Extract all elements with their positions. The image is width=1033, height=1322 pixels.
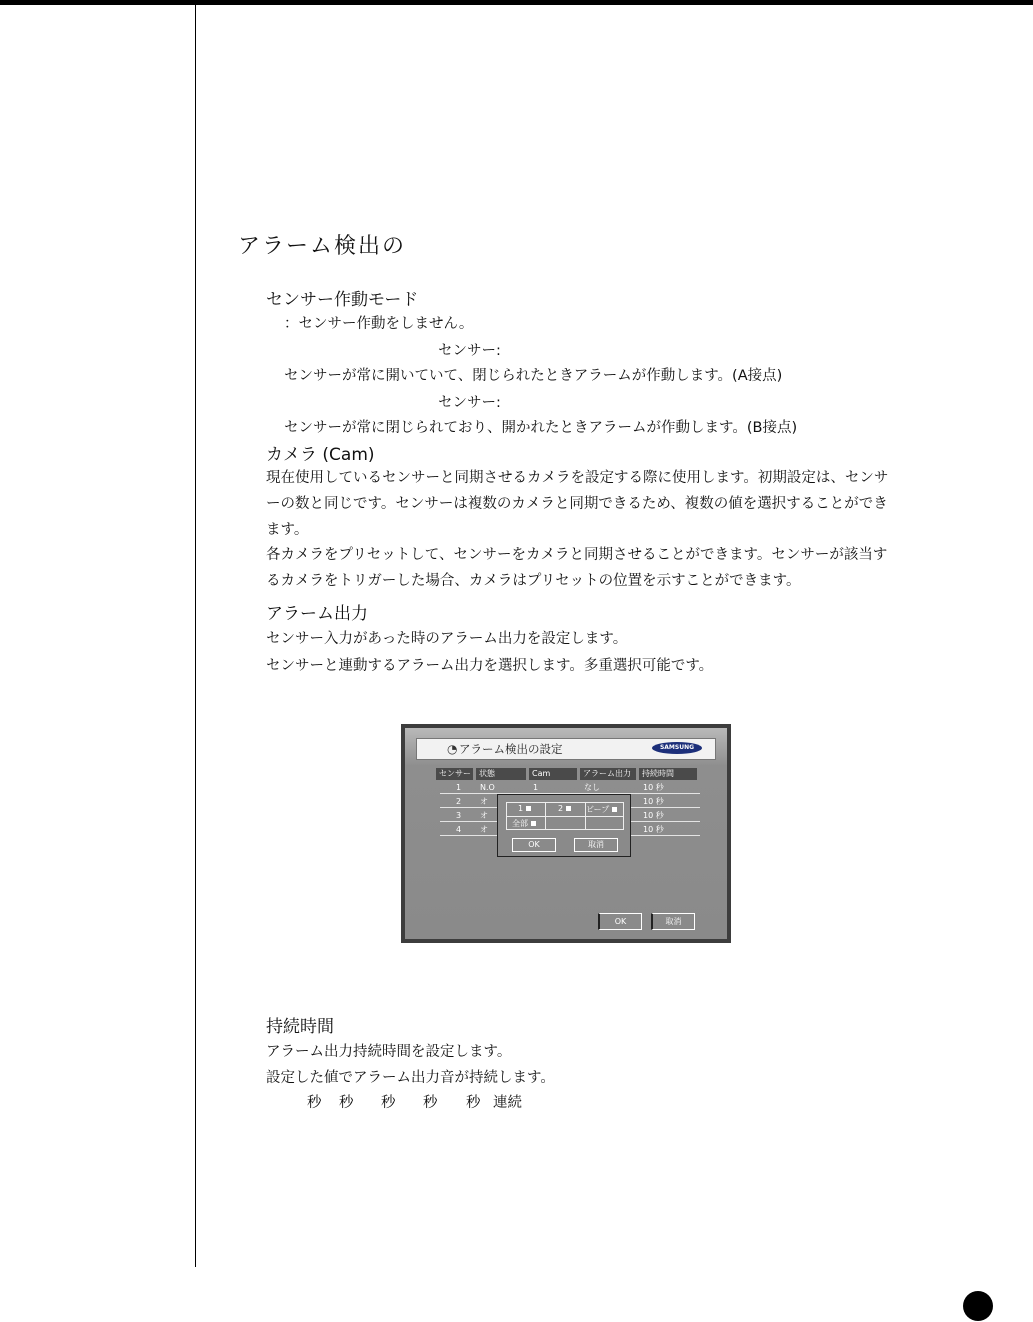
screen-title: アラーム検出の設定 — [459, 742, 563, 756]
ok-button[interactable]: OK — [598, 913, 642, 930]
table-cell-dur[interactable]: 10 秒 — [643, 811, 664, 820]
col-header-alarm-out[interactable]: アラーム出力 — [580, 768, 636, 780]
camera-text-line: 各カメラをプリセットして、センサーをカメラと同期させることができます。センサーが該当す — [266, 547, 888, 563]
table-cell-cam[interactable]: 1 — [533, 783, 539, 792]
page-title: アラーム検出の — [238, 234, 407, 259]
sensor-no-desc: センサーが常に開いていて、閉じられたときアラームが作動します。(A接点) — [284, 368, 783, 384]
table-cell-dur[interactable]: 10 秒 — [643, 783, 664, 792]
duration-text: アラーム出力持続時間を設定します。 — [266, 1044, 512, 1060]
col-header-sensor: センサー — [436, 768, 473, 780]
screen-figure — [401, 724, 731, 943]
table-cell-sensor: 3 — [456, 811, 462, 820]
sensor-no-label: センサー: — [438, 343, 501, 359]
duration-text: 設定した値でアラーム出力音が持続します。 — [266, 1070, 555, 1086]
duration-value: 秒 — [466, 1095, 481, 1111]
table-cell-sensor: 4 — [456, 825, 462, 834]
table-cell-state[interactable]: オ — [480, 811, 488, 820]
sensor-nc-desc: センサーが常に閉じられており、開かれたときアラームが作動します。(B接点) — [284, 420, 798, 436]
duration-heading: 持続時間 — [266, 1017, 334, 1037]
page-number-marker — [963, 1291, 993, 1321]
cancel-button[interactable]: 取消 — [651, 913, 695, 930]
camera-heading: カメラ (Cam) — [266, 445, 375, 465]
alarm-out-text: センサー入力があった時のアラーム出力を設定します。 — [266, 631, 628, 647]
table-cell-out[interactable]: なし — [584, 783, 600, 792]
samsung-logo: SAMSUNG — [652, 742, 702, 754]
table-cell-state[interactable]: N.O — [480, 783, 495, 792]
checkbox-icon — [566, 806, 571, 811]
popup-cancel-button[interactable]: 取消 — [574, 838, 618, 852]
popup-option-2[interactable]: 2 — [558, 804, 571, 813]
checkbox-icon — [612, 807, 617, 812]
sensor-nc-label: センサー: — [438, 395, 501, 411]
table-cell-dur[interactable]: 10 秒 — [643, 825, 664, 834]
popup-option-1[interactable]: 1 — [518, 804, 531, 813]
table-cell-state[interactable]: オ — [480, 825, 488, 834]
camera-text-line: ます。 — [266, 522, 309, 538]
duration-value-continuous: 連続 — [493, 1095, 522, 1111]
col-header-duration[interactable]: 持続時間 — [639, 768, 697, 780]
table-cell-sensor: 1 — [456, 783, 462, 792]
table-cell-sensor: 2 — [456, 797, 462, 806]
col-header-cam[interactable]: Cam — [529, 768, 577, 780]
col-header-state[interactable]: 状態 — [476, 768, 526, 780]
camera-text-line: るカメラをトリガーした場合、カメラはプリセットの位置を示すことができます。 — [266, 573, 801, 589]
camera-text-line: 現在使用しているセンサーと同期させるカメラを設定する際に使用します。初期設定は、センサ — [266, 470, 889, 486]
popup-option-all[interactable]: 全部 — [512, 818, 536, 829]
table-cell-state[interactable]: オ — [480, 797, 488, 806]
checkbox-icon — [526, 806, 531, 811]
alarm-out-heading: アラーム出力 — [266, 604, 368, 624]
table-cell-dur[interactable]: 10 秒 — [643, 797, 664, 806]
duration-value: 秒 — [423, 1095, 438, 1111]
sensor-mode-heading: センサー作動モード — [266, 290, 419, 310]
top-rule — [0, 0, 1033, 5]
duration-value: 秒 — [381, 1095, 396, 1111]
popup-option-beep[interactable]: ビープ — [586, 804, 617, 815]
duration-value: 秒 — [307, 1095, 322, 1111]
checkbox-icon — [531, 821, 536, 826]
margin-rule — [195, 5, 196, 1267]
camera-icon: ◔ — [447, 742, 458, 756]
popup-ok-button[interactable]: OK — [512, 838, 556, 852]
camera-text-line: ーの数と同じです。センサーは複数のカメラと同期できるため、複数の値を選択することができ — [266, 496, 888, 512]
alarm-out-popup — [497, 794, 631, 857]
duration-value: 秒 — [339, 1095, 354, 1111]
alarm-out-text: センサーと連動するアラーム出力を選択します。多重選択可能です。 — [266, 658, 714, 674]
screen-panel — [405, 728, 727, 939]
sensor-off-desc: ：センサー作動をしません。 — [284, 316, 474, 332]
